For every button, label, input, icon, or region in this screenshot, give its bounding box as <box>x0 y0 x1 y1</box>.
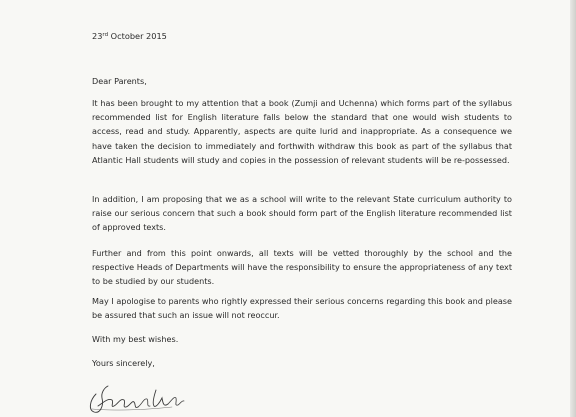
date-suffix: rd <box>102 32 109 38</box>
paragraph-apology: May I apologise to parents who rightly expressed their serious concerns regarding this book and please be assured that such an issue will not reoccur. <box>92 296 512 321</box>
paragraph-text-vetting: Further and from this point onwards, all texts will be vetted thoroughly by the school and the respective Heads of Departments will have the responsibility to ensure the appropriateness of any text to be studied by our students. <box>92 248 512 287</box>
letter-greeting: Dear Parents, <box>92 76 147 86</box>
date-month-year: October 2015 <box>108 31 167 41</box>
paragraph-book-withdrawal: It has been brought to my attention that a book (Zumji and Uchenna) which forms part of the syllabus recommended list for English literature falls below the standard that one would wish students to access, read and study. Apparently, aspects are quite lurid and inappropriate. As a consequence we have taken the decision to immediately and forthwith withdraw this book as part of the syllabus that Atlantic Hall students will study and copies in the possession of relevant students will be re-possessed. <box>92 98 512 165</box>
handwritten-signature <box>84 376 194 417</box>
letter-date <box>92 29 167 43</box>
page-edge-shadow <box>570 0 576 417</box>
letter-closing: Yours sincerely, <box>92 358 155 368</box>
paragraph-best-wishes: With my best wishes. <box>92 334 179 344</box>
date-day: 23 <box>92 31 103 41</box>
paragraph-curriculum-authority: In addition, I am proposing that we as a school will write to the relevant State curriculum authority to raise our serious concern that such a book should form part of the English literature recommended list of approved texts. <box>92 194 512 233</box>
